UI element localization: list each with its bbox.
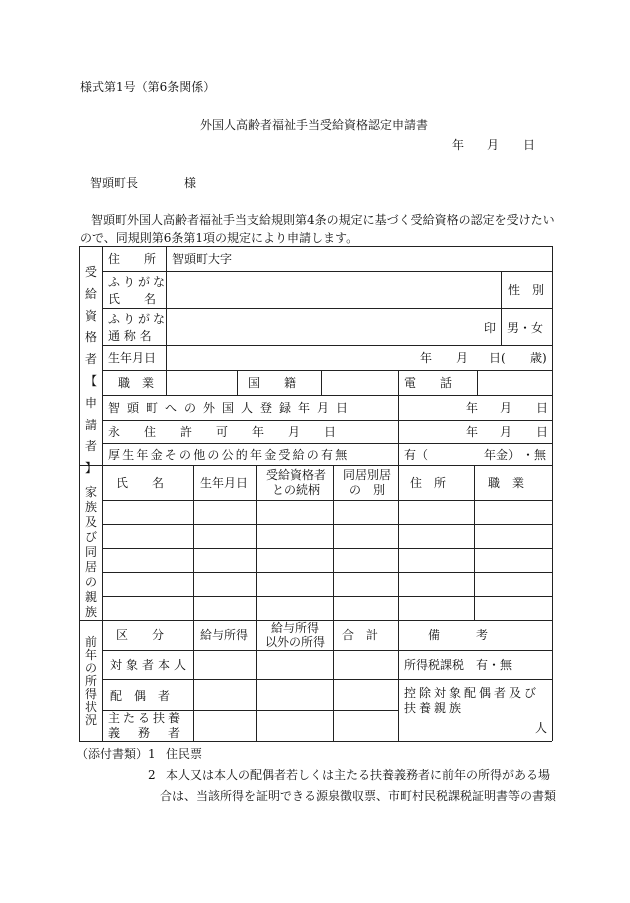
- attachment-2-line-2: 合は、当該所得を証明できる源泉徴収票、市町村民税課税証明書等の書類: [160, 789, 557, 803]
- family-row[interactable]: [103, 573, 552, 595]
- family-section-label: 家 族 及 び 同 居 の 親 族: [84, 485, 97, 619]
- name-field[interactable]: [170, 274, 498, 306]
- registration-year: 年: [466, 401, 479, 415]
- permanent-permit-label: 永住許可年月日: [108, 425, 361, 439]
- attachment-2-line-1: 本人又は本人の配偶者若しくは主たる扶養義務者に前年の所得がある場: [166, 768, 551, 782]
- pension-no[interactable]: ・無: [522, 448, 547, 462]
- occupation-label: 職 業: [118, 376, 155, 390]
- form-title: 外国人高齢者福祉手当受給資格認定申請書: [200, 118, 429, 132]
- intro-line-2: ので、同規則第6条第1項の規定により申請します。: [80, 231, 359, 245]
- family-header-cohabit: 同居別居 の 別: [342, 468, 391, 497]
- seal-mark: 印: [484, 321, 497, 335]
- birth-day: 日(: [489, 351, 506, 365]
- attachment-2-number: 2: [148, 768, 156, 782]
- income-row-self: 対象者本人: [110, 658, 191, 672]
- income-tax-label[interactable]: 所得税課税 有・無: [404, 658, 513, 672]
- birth-year: 年: [420, 351, 433, 365]
- family-header-name: 氏 名: [116, 476, 165, 490]
- date-month-label: 月: [487, 138, 500, 152]
- pension-close: 年金）: [484, 448, 521, 462]
- attachments-label: （添付書類）: [76, 747, 149, 761]
- income-header-remarks: 備 考: [428, 628, 489, 642]
- nationality-label: 国 籍: [248, 376, 297, 390]
- family-row[interactable]: [103, 549, 552, 571]
- family-header-occupation: 職 業: [488, 476, 525, 490]
- applicant-section-label: 受 給 資 格 者 【 申 請 者 】: [84, 265, 97, 476]
- income-section-label: 前 年 の 所 得 状 況: [84, 635, 97, 727]
- address-value[interactable]: 智頭町大字: [172, 252, 233, 266]
- deduction-suffix: 人: [535, 721, 548, 735]
- family-header-address: 住 所: [410, 476, 447, 490]
- birth-month: 月: [456, 351, 469, 365]
- permanent-day: 日: [536, 425, 549, 439]
- address-label: 住 所: [108, 252, 157, 266]
- family-row[interactable]: [103, 525, 552, 547]
- income-row-spouse: 配 偶 者: [110, 689, 171, 703]
- gender-options[interactable]: 男・女: [507, 321, 544, 335]
- furigana-label-2: ふりがな: [108, 312, 169, 326]
- birthdate-label: 生年月日: [108, 351, 157, 365]
- permanent-year: 年: [466, 425, 479, 439]
- family-row[interactable]: [103, 597, 552, 619]
- income-header-category: 区 分: [116, 628, 165, 642]
- attachment-1: 住民票: [166, 747, 203, 761]
- registration-month: 月: [500, 401, 513, 415]
- pension-label: 厚生年金その他の公的年金受給の有無: [108, 448, 350, 462]
- income-header-total: 合 計: [342, 628, 379, 642]
- date-day-label: 日: [523, 138, 536, 152]
- registration-date-label: 智頭町への外国人登録年月日: [108, 401, 356, 415]
- furigana-label: ふりがな: [108, 275, 169, 289]
- gender-label: 性 別: [508, 283, 545, 297]
- phone-label: 電 話: [404, 376, 453, 390]
- income-header-salary: 給与所得: [200, 628, 249, 642]
- addressee-suffix: 様: [184, 176, 197, 190]
- attachment-1-number: 1: [148, 747, 156, 761]
- registration-day: 日: [536, 401, 549, 415]
- date-year-label: 年: [452, 138, 465, 152]
- family-header-birthdate: 生年月日: [200, 476, 249, 490]
- family-header-relation: 受給資格者 との続柄: [265, 468, 326, 497]
- income-row-supporter: 主たる扶養 義 務 者: [108, 711, 184, 740]
- family-row[interactable]: [103, 501, 552, 523]
- addressee: 智頭町長: [90, 176, 139, 190]
- birth-age: 歳): [530, 351, 547, 365]
- name-label: 氏 名: [108, 292, 157, 306]
- common-name-label: 通 称 名: [108, 329, 152, 343]
- permanent-month: 月: [500, 425, 513, 439]
- income-header-other: 給与所得 以外の所得: [264, 621, 325, 649]
- intro-line-1: 智頭町外国人高齢者福祉手当支給規則第4条の規定に基づく受給資格の認定を受けたい: [91, 213, 555, 227]
- pension-yes[interactable]: 有（: [404, 448, 429, 462]
- deduction-label: 控除対象配偶者及び扶養親族: [404, 686, 540, 715]
- form-number: 様式第1号（第6条関係）: [80, 80, 216, 94]
